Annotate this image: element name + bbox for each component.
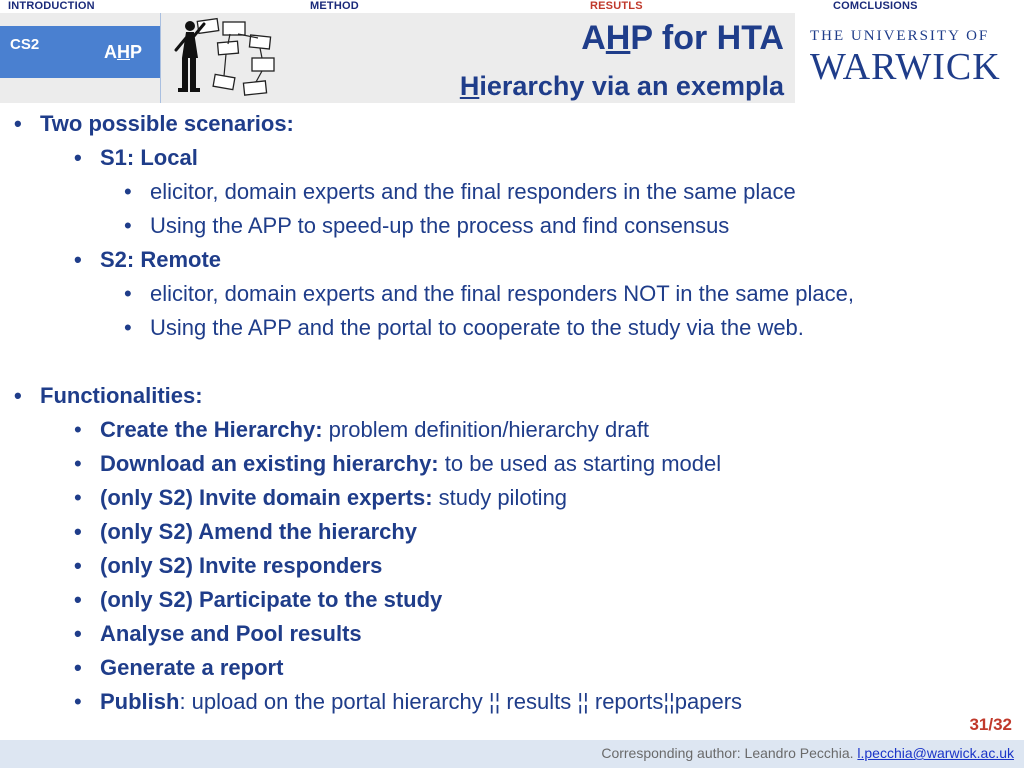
footer-credit: Corresponding author: Leandro Pecchia. l.pecchia@warwick.ac.uk — [601, 745, 1014, 761]
list-item: • Publish: upload on the portal hierarchy ¦¦ results ¦¦ reports¦¦papers — [74, 689, 743, 714]
hierarchy-figure-illustration — [168, 14, 280, 102]
top-nav — [0, 0, 1024, 13]
list-item: • Download an existing hierarchy: to be used as starting model — [74, 451, 722, 476]
list-item: • (only S2) Invite domain experts: study piloting — [74, 485, 568, 510]
slide-subtitle: Hierarchy via an exempla — [459, 71, 784, 101]
nav-conclusions[interactable]: COMCLUSIONS — [833, 0, 918, 12]
cs2-label: CS2 — [10, 36, 40, 53]
logo-top-text: THE UNIVERSITY OF — [810, 28, 990, 44]
list-item: • Two possible scenarios: — [14, 111, 294, 136]
nav-method[interactable]: METHOD — [310, 0, 359, 12]
author-email-link[interactable]: l.pecchia@warwick.ac.uk — [857, 745, 1014, 761]
list-item: • (only S2) Amend the hierarchy — [74, 519, 418, 544]
list-item: • Using the APP to speed-up the process and find consensus — [124, 213, 730, 238]
nav-results[interactable]: RESUTLS — [590, 0, 643, 12]
list-item: • elicitor, domain experts and the final responders NOT in the same place, — [124, 281, 854, 306]
list-item: • Generate a report — [74, 655, 284, 680]
list-item: • Analyse and Pool results — [74, 621, 362, 646]
logo-main-text: WARWICK — [810, 46, 1001, 88]
page-number: 31/32 — [969, 715, 1012, 734]
university-logo — [810, 28, 1010, 98]
list-item: • (only S2) Invite responders — [74, 553, 383, 578]
list-item: • elicitor, domain experts and the final responders in the same place — [124, 179, 796, 204]
ahp-label: AHP — [104, 42, 143, 62]
list-item: • S2: Remote — [74, 247, 222, 272]
header-divider — [160, 13, 161, 103]
slide-title: AHP for HTA — [581, 19, 784, 57]
list-item: • Create the Hierarchy: problem definition/hierarchy draft — [74, 417, 650, 442]
list-item: • Using the APP and the portal to cooperate to the study via the web. — [124, 315, 804, 340]
list-item: • S1: Local — [74, 145, 198, 170]
list-item: • Functionalities: — [14, 383, 203, 408]
list-item: • (only S2) Participate to the study — [74, 587, 443, 612]
nav-introduction[interactable]: INTRODUCTION — [8, 0, 95, 12]
